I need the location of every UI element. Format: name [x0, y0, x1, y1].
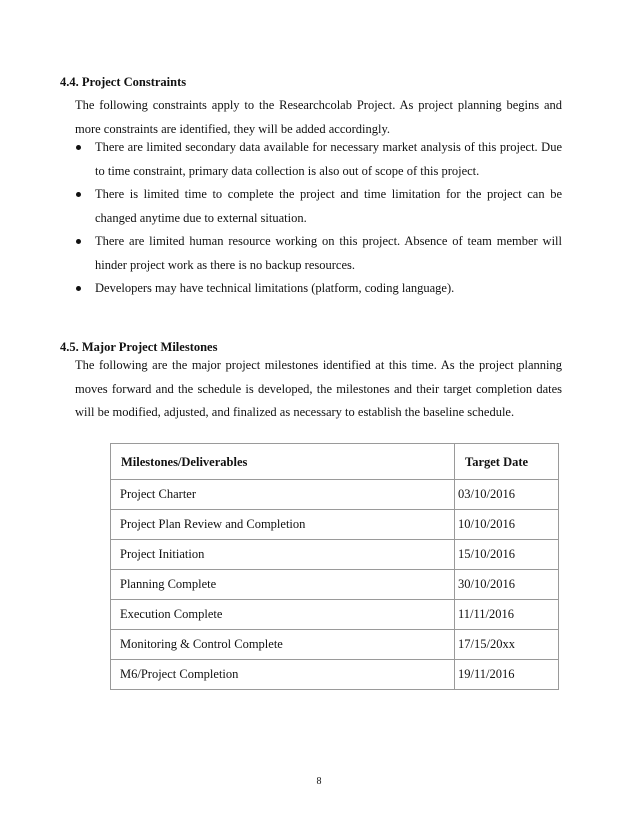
- table-row: [111, 660, 559, 690]
- table-header-row: [111, 444, 559, 480]
- constraints-intro-line: more constraints are identified, they will be added accordingly.: [75, 121, 391, 136]
- table-row: [111, 570, 559, 600]
- milestones-intro-line: will be modified, adjusted, and finalized as necessary to establish the baseline schedule.: [75, 405, 515, 419]
- section-heading-constraints: 4.4. Project Constraints: [60, 75, 187, 89]
- milestones-intro-line: moves forward and the schedule is developed, the milestones and their target completion dates: [75, 381, 562, 396]
- list-item: [75, 277, 562, 301]
- column-header-target-date: Target Date: [455, 444, 559, 480]
- target-date-cell: 03/10/2016: [455, 480, 559, 510]
- page-number: 8: [316, 776, 322, 787]
- list-item-line: hinder project work as there is no backup resources.: [95, 257, 355, 272]
- table-row: [111, 480, 559, 510]
- constraints-intro: [75, 94, 562, 141]
- target-date-cell: 30/10/2016: [455, 570, 559, 600]
- target-date-cell: 15/10/2016: [455, 540, 559, 570]
- milestone-cell: Project Charter: [111, 480, 455, 510]
- list-item-line: There is limited time to complete the project and time limitation for the project can be: [95, 187, 562, 201]
- target-date-cell: 19/11/2016: [455, 660, 559, 690]
- constraints-list: [75, 136, 562, 301]
- bullet-icon: [76, 286, 81, 291]
- list-item-line: There are limited secondary data available for necessary market analysis of this project. Due: [95, 140, 562, 154]
- constraints-intro-line: The following constraints apply to the Researchcolab Project. As project planning begins and: [75, 98, 562, 112]
- list-item-line: changed anytime due to external situation.: [95, 210, 307, 225]
- list-item: [75, 183, 562, 230]
- milestone-cell: Project Plan Review and Completion: [111, 510, 455, 540]
- bullet-icon: [76, 145, 81, 150]
- bullet-icon: [76, 239, 81, 244]
- milestones-intro-line: The following are the major project milestones identified at this time. As the project planning: [75, 358, 562, 372]
- milestone-cell: Planning Complete: [111, 570, 455, 600]
- list-item-line: to time constraint, primary data collection is also out of scope of this project.: [95, 163, 480, 178]
- milestone-cell: Project Initiation: [111, 540, 455, 570]
- list-item-line: There are limited human resource working on this project. Absence of team member will: [95, 234, 562, 248]
- table-row: [111, 540, 559, 570]
- list-item-line: Developers may have technical limitations (platform, coding language).: [95, 281, 455, 295]
- target-date-cell: 10/10/2016: [455, 510, 559, 540]
- table-row: [111, 630, 559, 660]
- target-date-cell: 11/11/2016: [455, 600, 559, 630]
- milestone-cell: M6/Project Completion: [111, 660, 455, 690]
- list-item: [75, 136, 562, 183]
- table-row: [111, 600, 559, 630]
- column-header-milestones: Milestones/Deliverables: [111, 444, 455, 480]
- milestones-intro: [75, 354, 562, 425]
- milestone-cell: Monitoring & Control Complete: [111, 630, 455, 660]
- list-item: [75, 230, 562, 277]
- bullet-icon: [76, 192, 81, 197]
- section-heading-milestones: 4.5. Major Project Milestones: [60, 340, 218, 354]
- table-row: [111, 510, 559, 540]
- target-date-cell: 17/15/20xx: [455, 630, 559, 660]
- milestone-cell: Execution Complete: [111, 600, 455, 630]
- milestones-table: [110, 443, 559, 690]
